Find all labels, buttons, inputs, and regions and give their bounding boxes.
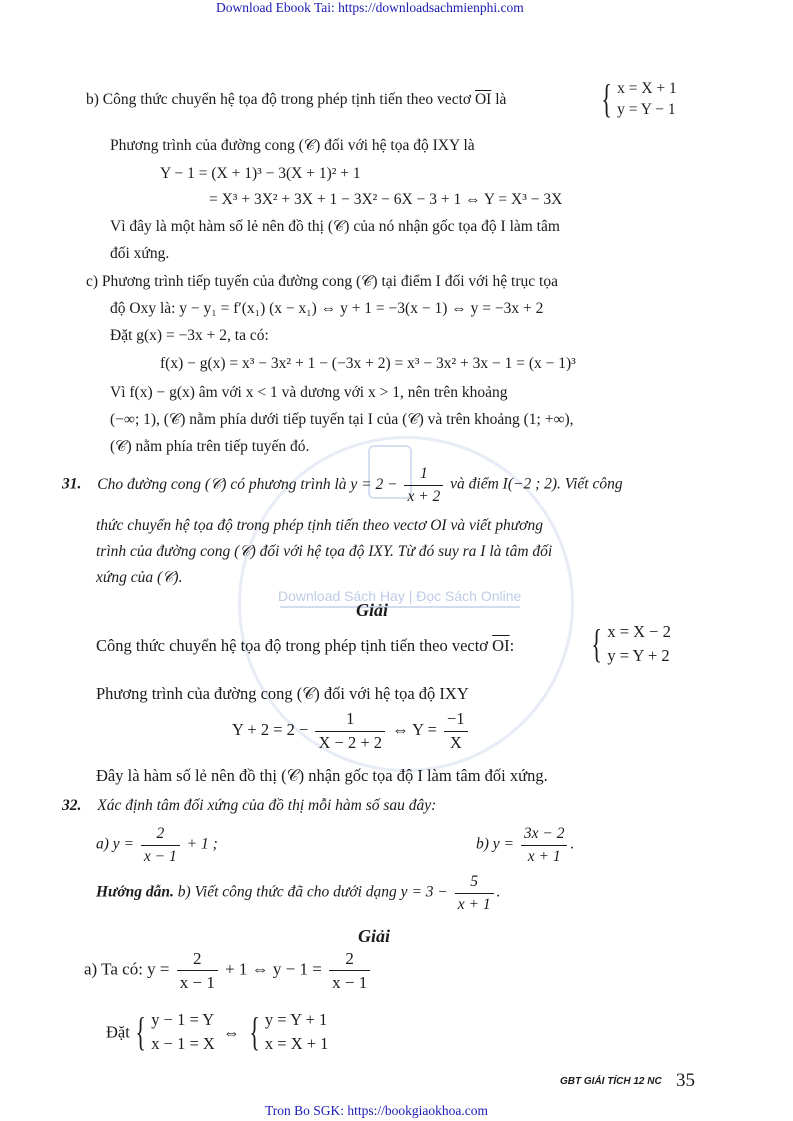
part-b-system xyxy=(600,78,677,120)
top-download-link[interactable]: Download Ebook Tai: https://downloadsachmienphi.com xyxy=(216,0,524,15)
p32-hint-text: b) Viết công thức đã cho dưới dạng y = 3 − xyxy=(177,883,448,901)
p32-a-den: x − 1 xyxy=(141,845,180,865)
p31-eq-mid: ⇔ Y = xyxy=(392,719,437,739)
p31-sys-line-2: y = Y + 2 xyxy=(607,646,670,665)
part-b-label: b) xyxy=(86,91,99,108)
p31-eq-den: X − 2 + 2 xyxy=(315,731,385,752)
p31-line-4: xứng của (𝒞). xyxy=(96,569,183,586)
p31-number: 31. xyxy=(62,475,82,493)
p31-line-2: thức chuyển hệ tọa độ trong phép tịnh tiến theo vectơ OI và viết phương xyxy=(96,517,543,534)
part-b-eq-2: = X³ + 3X² + 3X + 1 − 3X² − 6X − 3 + 1 ⇔ Y = X³ − 3X xyxy=(209,191,563,208)
part-b-sys-line-1: x = X + 1 xyxy=(617,80,677,97)
watermark-text: Download Sách Hay | Đọc Sách Online xyxy=(278,588,522,604)
part-b-eq-1: Y − 1 = (X + 1)³ − 3(X + 1)² + 1 xyxy=(160,165,361,182)
p32-hint-den: x + 1 xyxy=(455,893,494,913)
equivalence-icon: ⇔ xyxy=(222,1022,240,1042)
left-brace-icon: { xyxy=(135,1009,146,1054)
p31-eq-num-2: −1 xyxy=(447,709,465,728)
p32-sol-a-num-2: 2 xyxy=(345,949,354,968)
p31-eq-den-2: X xyxy=(444,731,468,752)
p32-sol-a xyxy=(84,950,373,991)
p32-sol-a-mid: + 1 ⇔ y − 1 = xyxy=(225,959,322,979)
part-c-line-1 xyxy=(86,272,558,291)
part-b-intro xyxy=(86,90,506,109)
left-brace-icon: { xyxy=(591,621,602,666)
p32-title: Xác định tâm đối xứng của đồ thị mỗi hàm số sau đây: xyxy=(97,797,437,814)
p32-sol-a-label: a) Ta có: y = xyxy=(84,959,170,979)
p31-frac-den: x + 2 xyxy=(404,485,443,505)
p32-giai-heading: Giải xyxy=(358,926,391,946)
p32-sys-left-2: x − 1 = X xyxy=(151,1034,215,1053)
p31-sol-1-text: Công thức chuyển hệ tọa độ trong phép tịnh tiến theo vectơ xyxy=(96,636,489,655)
part-b-vector: $\overline{OI}$ xyxy=(474,91,492,108)
p31-sol-vector: $\overline{OI}$ xyxy=(492,636,510,655)
p32-hint-label: Hướng dẫn. xyxy=(96,883,174,901)
p31-sol-line-1 xyxy=(96,636,514,655)
p31-eq-num: 1 xyxy=(346,709,355,728)
p32-a-label: a) y = xyxy=(96,835,135,853)
p32-hint xyxy=(96,874,500,912)
part-b-conclusion-1: Vì đây là một hàm số lẻ nên đồ thị (𝒞) của nó nhận gốc tọa độ I làm tâm xyxy=(110,218,560,235)
p31-line-3: trình của đường cong (𝒞) đối với hệ tọa độ IXY. Từ đó suy ra I là tâm đối xyxy=(96,543,553,560)
p32-sys-left-1: y − 1 = Y xyxy=(151,1010,215,1029)
part-c-line-5: Vì f(x) − g(x) âm với x < 1 và dương với x > 1, nên trên khoảng xyxy=(110,384,508,401)
p32-b-tail: . xyxy=(570,835,575,853)
p32-sol-a-den: x − 1 xyxy=(177,970,218,991)
p31-equation xyxy=(232,711,471,751)
page-number: 35 xyxy=(676,1070,695,1091)
p32-b-den: x + 1 xyxy=(521,845,568,865)
part-b-eq-intro: Phương trình của đường cong (𝒞) đối với hệ tọa độ IXY là xyxy=(110,137,475,154)
p32-a xyxy=(96,826,218,864)
watermark-underline xyxy=(280,606,520,608)
p31-eq-left: Y + 2 = 2 − xyxy=(232,719,309,739)
p32-hint-num: 5 xyxy=(470,873,479,890)
p32-sys-right-1: y = Y + 1 xyxy=(264,1010,328,1029)
part-b-conclusion-2: đối xứng. xyxy=(110,245,170,262)
part-b-sys-line-2: y = Y − 1 xyxy=(617,101,676,118)
part-b-intro-text: Công thức chuyển hệ tọa độ trong phép tịnh tiến theo vectơ xyxy=(102,91,472,108)
p32-sys-right-2: x = X + 1 xyxy=(264,1034,329,1053)
p31-l1b: và điểm I(−2 ; 2). Viết công xyxy=(450,475,623,493)
part-c-line-3: Đặt g(x) = −3x + 2, ta có: xyxy=(110,327,269,344)
p32-sol-a-num: 2 xyxy=(193,949,202,968)
p31-sol-colon: : xyxy=(509,636,515,655)
p31-sol-line-2: Phương trình của đường cong (𝒞) đối với hệ tọa độ IXY xyxy=(96,684,469,703)
p32-a-num: 2 xyxy=(156,825,165,842)
p32-b xyxy=(476,826,574,864)
p31-frac-num: 1 xyxy=(419,465,428,482)
p31-sol-line-3: Đây là hàm số lẻ nên đồ thị (𝒞) nhận gốc tọa độ I làm tâm đối xứng. xyxy=(96,766,548,785)
part-c-label: c) xyxy=(86,273,99,290)
bottom-download-link[interactable]: Tron Bo SGK: https://bookgiaokhoa.com xyxy=(265,1103,489,1118)
part-c-line-2: độ Oxy là: y − y₁ = f′(x₁) (x − x₁) ⇔ y + 1 = −3(x − 1) ⇔ y = −3x + 2 xyxy=(110,300,544,317)
p32-substitution xyxy=(106,1008,328,1056)
left-brace-icon: { xyxy=(601,76,612,121)
left-brace-icon: { xyxy=(248,1009,260,1054)
part-b-la: là xyxy=(495,91,507,108)
p32-b-num: 3x − 2 xyxy=(523,825,565,842)
p32-dat: Đặt xyxy=(106,1022,130,1042)
p31-giai-heading: Giải xyxy=(356,600,389,620)
p31-line-1 xyxy=(62,466,623,504)
part-c-line-4: f(x) − g(x) = x³ − 3x² + 1 − (−3x + 2) = x³ − 3x² + 3x − 1 = (x − 1)³ xyxy=(160,355,576,372)
part-c-line-1-text: Phương trình tiếp tuyến của đường cong (𝒞) tại điểm I đối với hệ trục tọa xyxy=(101,273,558,290)
p31-sys-line-1: x = X − 2 xyxy=(607,622,671,641)
part-c-line-6: (−∞; 1), (𝒞) nằm phía dưới tiếp tuyến tại I của (𝒞) và trên khoảng (1; +∞), xyxy=(110,411,574,428)
p32-title-line xyxy=(62,796,436,815)
p32-number: 32. xyxy=(62,797,82,814)
p32-b-label: b) y = xyxy=(476,835,515,853)
p32-a-tail: + 1 ; xyxy=(186,835,218,853)
part-c-line-7: (𝒞) nằm phía trên tiếp tuyến đó. xyxy=(110,438,310,455)
p32-hint-tail: . xyxy=(496,883,501,901)
p32-sol-a-den-2: x − 1 xyxy=(329,970,370,991)
p31-l1a: Cho đường cong (𝒞) có phương trình là y = 2 − xyxy=(97,475,398,493)
p31-system xyxy=(590,620,671,668)
footer-book-title: GBT GIẢI TÍCH 12 NC xyxy=(560,1076,662,1087)
